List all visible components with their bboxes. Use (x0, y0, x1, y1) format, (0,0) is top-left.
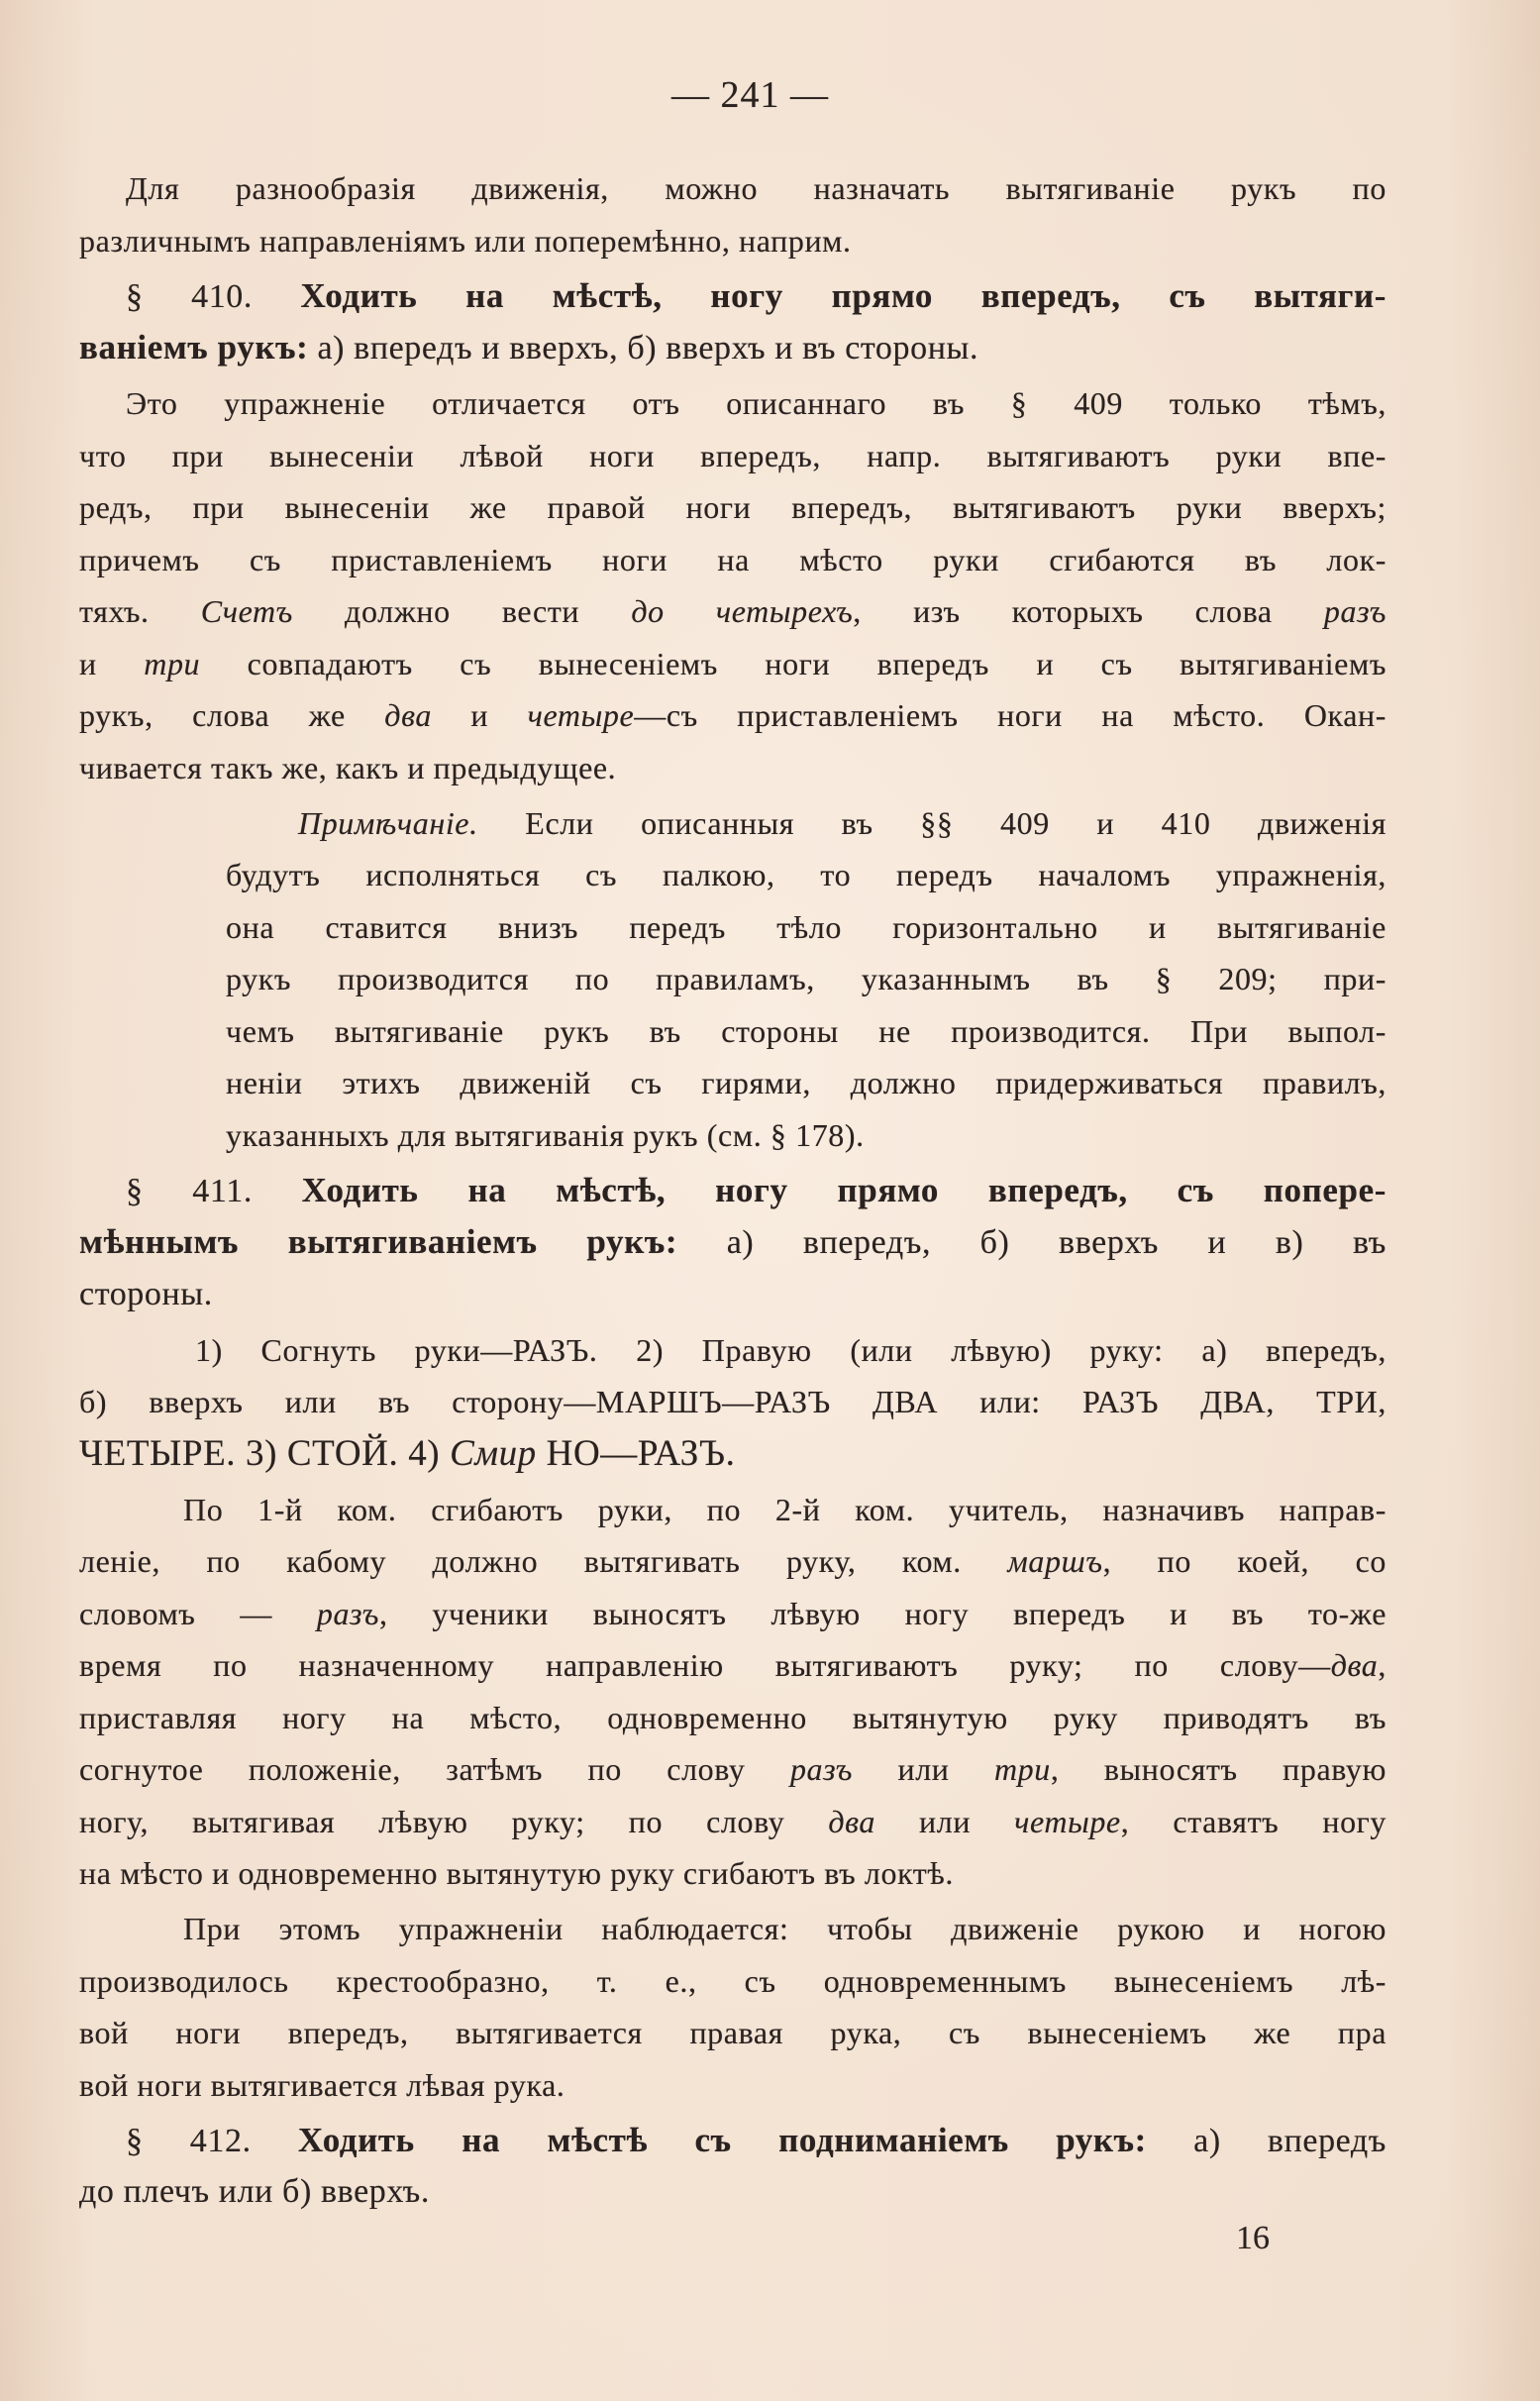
text-line (79, 1903, 1386, 1955)
italic-run: Смир (450, 1432, 537, 1474)
text-line (226, 953, 1386, 1005)
section-411-remark (79, 1903, 1386, 2111)
text-run: до плечъ или б) вверхъ. (79, 2173, 430, 2210)
text-run: § 410. (126, 277, 301, 315)
page-number-header: — 241 — (671, 74, 829, 116)
text-run: При этомъ упражненіи наблюдается: чтобы движеніе рукою и ногою (183, 1911, 1386, 1946)
text-line (79, 322, 1386, 374)
text-line (79, 742, 1386, 794)
text-run: , изъ которыхъ слова (853, 593, 1324, 629)
text-run: тяхъ. (79, 593, 201, 629)
section-411-explanation (79, 1484, 1386, 1900)
italic-run: два (1330, 1647, 1379, 1683)
text-run: ногу, вытягивая лѣвую руку; по слову (79, 1803, 829, 1839)
text-run: или (853, 1751, 994, 1787)
text-run: —съ приставленіемъ ноги на мѣсто. Окан- (634, 697, 1386, 733)
text-line (79, 1535, 1386, 1588)
text-line (226, 1005, 1386, 1058)
text-run: вой ноги вытягивается лѣвая рука. (79, 2066, 565, 2103)
bold-run: Ходить на мѣстѣ съ подниманіемъ рукъ: (297, 2120, 1147, 2159)
text-run: § 412. (126, 2122, 298, 2159)
text-run: стороны. (79, 1275, 213, 1312)
italic-run: Счетъ (200, 593, 293, 629)
section-410-heading (79, 270, 1386, 374)
text-run: рукъ производится по правиламъ, указаннымъ въ § 209; при- (226, 961, 1386, 996)
text-run: чемъ вытягиваніе рукъ въ стороны не производится. При выпол- (226, 1012, 1386, 1049)
text-run: леніе, по кабому должно вытягивать руку, ком. (79, 1543, 1008, 1579)
text-line (79, 1796, 1386, 1848)
text-run: словомъ — (79, 1595, 317, 1631)
signature-mark: 16 (1236, 2220, 1270, 2256)
italic-run: разъ (1323, 593, 1386, 629)
italic-run: маршъ (1007, 1543, 1103, 1579)
text-line (79, 2115, 1386, 2167)
text-run: а) впередъ (1146, 2122, 1386, 2159)
text-line (79, 2007, 1386, 2059)
text-run: она ставится внизъ передъ тѣло горизонтально и вытягиваніе (226, 908, 1386, 945)
text-run: на мѣсто и одновременно вытянутую руку сгибаютъ въ локтѣ. (79, 1855, 954, 1891)
bold-run: мѣннымъ вытягиваніемъ рукъ: (79, 1222, 678, 1261)
text-run: а) впередъ и вверхъ, б) вверхъ и въ стороны. (308, 330, 979, 366)
italic-run: разъ (789, 1751, 854, 1787)
text-run: ЧЕТЫРЕ. 3) СТОЙ. 4) (79, 1432, 451, 1474)
text-line (79, 2059, 1386, 2112)
text-line (79, 481, 1386, 534)
text-run: или (875, 1803, 1015, 1839)
text-run: неніи этихъ движеній съ гирями, должно придерживаться правилъ, (226, 1065, 1386, 1100)
text-line (79, 1269, 1386, 1321)
text-run: вой ноги впередъ, вытягивается правая рука, съ вынесеніемъ же пра (79, 2015, 1386, 2050)
section-410-note (226, 797, 1386, 1162)
text-line (79, 1692, 1386, 1744)
text-line (79, 1639, 1386, 1692)
text-line (226, 1109, 1386, 1162)
text-line (79, 1428, 1386, 1481)
text-run: и (79, 645, 145, 681)
bold-run: Ходить на мѣстѣ, ногу прямо впередъ, съ попере- (301, 1170, 1386, 1209)
italic-run: два (828, 1803, 876, 1839)
text-line (79, 1324, 1386, 1377)
text-run: 1) Согнуть руки—РАЗЪ. 2) Правую (или лѣвую) руку: а) впередъ, (195, 1331, 1386, 1368)
text-run: б) вверхъ или въ сторону—МАРШЪ—РАЗЪ ДВА или: РАЗЪ ДВА, ТРИ, (79, 1384, 1386, 1419)
text-run: а) впередъ, б) вверхъ и в) въ (677, 1224, 1386, 1261)
text-run: что при вынесеніи лѣвой ноги впередъ, напр. вытягиваютъ руки впе- (79, 437, 1386, 473)
text-run: НО—РАЗЪ. (536, 1432, 736, 1474)
text-line (79, 1376, 1386, 1428)
section-411-commands (79, 1324, 1386, 1481)
text-run: причемъ съ приставленіемъ ноги на мѣсто руки сгибаются въ лок- (79, 541, 1386, 577)
text-run: Если описанныя въ §§ 409 и 410 движенія (477, 804, 1386, 841)
text-run: рукъ, слова же (79, 697, 385, 733)
text-run: , ученики выносятъ лѣвую ногу впередъ и въ то-же (378, 1595, 1386, 1631)
italic-run: три (144, 645, 201, 681)
italic-run: два (384, 697, 432, 733)
text-line (79, 1847, 1386, 1900)
text-run: чивается такъ же, какъ и предыдущее. (79, 749, 617, 785)
text-run: , (1378, 1647, 1386, 1683)
text-run: различнымъ направленіямъ или поперемѣнно, наприм. (79, 222, 852, 259)
text-line (79, 1216, 1386, 1269)
text-line (79, 270, 1386, 323)
text-run: будутъ исполняться съ палкою, то передъ началомъ упражненія, (226, 857, 1386, 892)
text-line (79, 1743, 1386, 1796)
text-line (79, 215, 1386, 267)
text-run: По 1-й ком. сгибаютъ руки, по 2-й ком. учитель, назначивъ направ- (183, 1491, 1386, 1527)
text-run: совпадаютъ съ вынесеніемъ ноги впередъ и съ вытягиваніемъ (200, 645, 1386, 681)
text-run: § 411. (126, 1172, 302, 1209)
text-line (79, 534, 1386, 586)
text-line (79, 162, 1386, 215)
intro-paragraph (79, 162, 1386, 266)
text-line (226, 849, 1386, 901)
italic-run: до четырехъ (631, 593, 854, 629)
text-line (79, 1588, 1386, 1640)
text-line (79, 585, 1386, 638)
text-run: указанныхъ для вытягиванія рукъ (см. § 178). (226, 1116, 865, 1153)
italic-run: три (993, 1751, 1051, 1787)
page-text-column (79, 162, 1386, 2219)
italic-run: четыре (527, 697, 635, 733)
text-run: , ставятъ ногу (1120, 1803, 1386, 1839)
bold-run: Ходить на мѣстѣ, ногу прямо впередъ, съ вытяги- (300, 275, 1387, 315)
section-411-heading (79, 1165, 1386, 1321)
text-run: , по коей, со (1102, 1543, 1386, 1579)
bold-run: ваніемъ рукъ: (79, 328, 309, 366)
italic-run: разъ (316, 1595, 379, 1631)
text-line (79, 1484, 1386, 1536)
section-410-text (79, 377, 1386, 793)
italic-run: четыре (1014, 1803, 1121, 1839)
italic-run: Примѣчаніе. (298, 804, 478, 841)
text-run: должно вести (292, 593, 632, 629)
text-line (79, 430, 1386, 482)
text-run: согнутое положеніе, затѣмъ по слову (79, 1751, 790, 1787)
text-line (79, 2166, 1386, 2219)
text-line (79, 638, 1386, 690)
text-run: приставляя ногу на мѣсто, одновременно вытянутую руку приводятъ въ (79, 1699, 1386, 1735)
text-run: и (431, 697, 528, 733)
text-line (79, 1165, 1386, 1217)
text-line (79, 689, 1386, 742)
section-412-heading (79, 2115, 1386, 2219)
text-run: производилось крестообразно, т. е., съ одновременнымъ вынесеніемъ лѣ- (79, 1962, 1386, 1999)
text-line (226, 1057, 1386, 1109)
text-line (79, 1955, 1386, 2008)
text-run: время по назначенному направленію вытягиваютъ руку; по слову— (79, 1647, 1331, 1683)
text-run: редъ, при вынесеніи же правой ноги впередъ, вытягиваютъ руки вверхъ; (79, 489, 1386, 525)
text-line (79, 377, 1386, 430)
text-run: Для разнообразія движенія, можно назначать вытягиваніе рукъ по (126, 170, 1386, 206)
text-run: , выносятъ правую (1050, 1751, 1386, 1787)
text-line (226, 797, 1386, 850)
text-line (226, 901, 1386, 954)
text-run: Это упражненіе отличается отъ описаннаго въ § 409 только тѣмъ, (126, 385, 1386, 421)
